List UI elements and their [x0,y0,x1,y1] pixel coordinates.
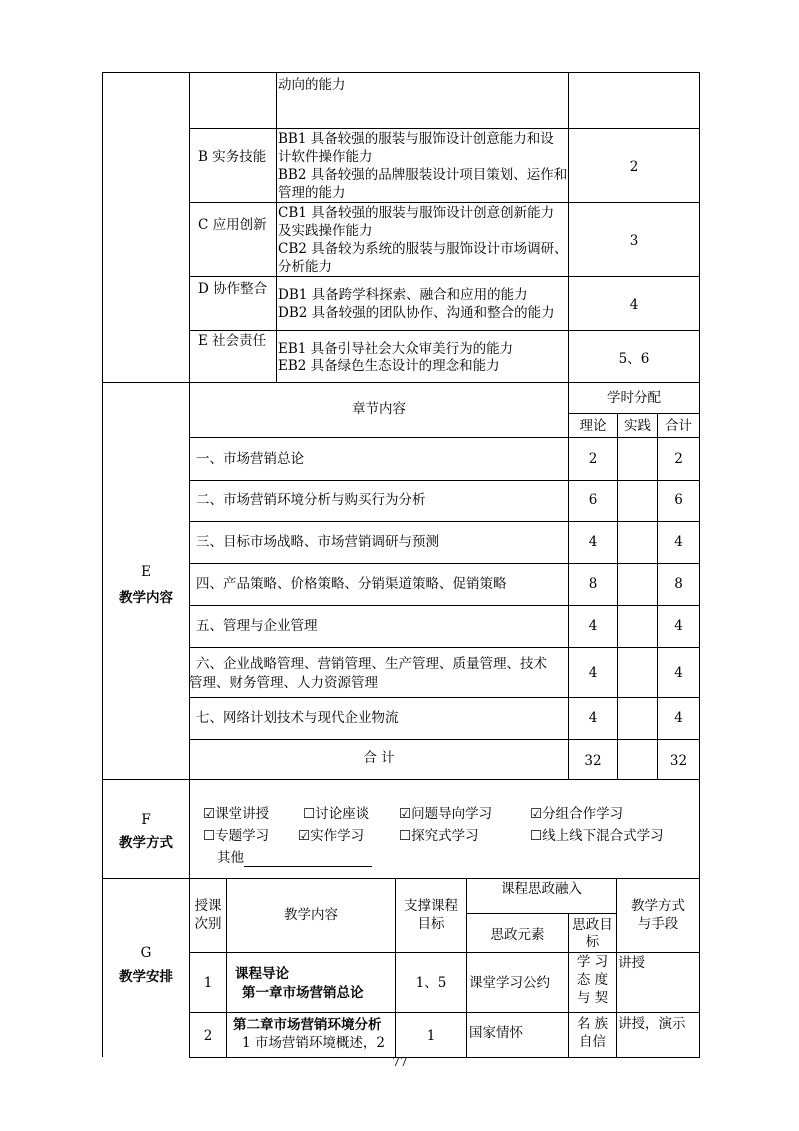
header-ideo-goal-2: 标 [585,934,600,950]
theory-3: 4 [588,534,598,550]
method-option-7[interactable] [399,827,479,845]
grid-line [102,779,700,780]
schedule-elem-1: 课堂学习公约 [469,975,550,991]
grid-line [568,72,569,382]
header-ideo-elem: 思政元素 [490,927,545,943]
rowD-label: D 协作整合 [198,281,268,297]
schedule-title-1: 课程导论 [235,966,289,982]
schedule-goal-1: 1、5 [415,975,447,991]
grid-line [189,521,700,522]
grid-line [466,913,616,914]
rowC-goal: 3 [629,233,639,249]
rowE-label: E 社会责任 [198,333,267,349]
method-other [217,849,372,867]
header-practice: 实践 [624,418,651,434]
method-label: 课堂讲授 [215,806,270,822]
schedule-sub-1: 第一章市场营销总论 [242,985,364,1001]
header-goal-2: 目标 [417,916,445,932]
section-g-code: G [140,945,152,961]
grid-line [189,72,190,382]
checkbox-empty-icon[interactable]: ☐ [399,828,412,844]
method-option-2[interactable] [303,805,369,823]
schedule-no-2: 2 [203,1028,213,1044]
grid-line [189,480,700,481]
chapter-4: 四、产品策略、价格策略、分销渠道策略、促销策略 [196,576,507,592]
sum-label: 合 计 [363,750,395,766]
rowD-line1: DB1 具备跨学科探索、融合和应用的能力 [278,287,528,303]
method-option-3[interactable] [399,805,492,823]
checkbox-empty-icon[interactable]: ☐ [530,828,543,844]
grid-line [226,878,227,1057]
rowE-line2: EB2 具备绿色生态设计的理念和能力 [278,358,500,374]
method-option-6[interactable] [298,827,364,845]
chapter-7: 七、网络计划技术与现代企业物流 [196,710,399,726]
rowC-line3: CB2 具备较为系统的服装与服饰设计市场调研、 [278,241,568,257]
schedule-no-1: 1 [203,975,213,991]
grid-line [617,413,618,779]
total-3: 4 [674,534,683,550]
grid-line [102,382,700,383]
rowB-line1: BB1 具备较强的服装与服饰设计创意能力和设 [278,131,554,147]
grid-line [189,779,190,878]
schedule-goal-2: 1 [426,1028,436,1044]
total-5: 4 [674,618,683,634]
grid-line [189,1012,700,1013]
grid-line [189,330,700,331]
schedule-ideo-goal-1-c: 与 契 [576,990,609,1006]
chapter-6-line2: 管理、财务管理、人力资源管理 [189,675,378,691]
theory-4: 8 [588,576,598,592]
other-blank-field[interactable] [244,852,372,867]
checkbox-checked-icon[interactable]: ☑ [298,828,311,844]
schedule-ideo-goal-1-cell [569,953,616,1011]
theory-5: 4 [588,618,598,634]
section-f-code: F [141,812,151,828]
rowB-goal: 2 [629,159,639,175]
schedule-ideo-goal-2-b: 自信 [579,1034,606,1050]
header-ideo: 课程思政融入 [501,881,582,897]
header-chapter: 章节内容 [352,401,406,417]
header-goal-1: 支撑课程 [404,898,458,914]
header-hours: 学时分配 [607,390,661,406]
section-g-label: 教学安排 [119,969,173,985]
schedule-method-2: 讲授，演示 [618,1016,686,1032]
grid-line [189,563,700,564]
theory-6: 4 [588,665,598,681]
grid-line [189,202,700,203]
chapter-5: 五、管理与企业管理 [196,618,318,634]
checkbox-checked-icon[interactable]: ☑ [530,806,543,822]
checkbox-empty-icon[interactable]: ☐ [303,806,316,822]
method-label: 问题导向学习 [411,806,493,822]
header-content: 教学内容 [284,907,338,923]
method-label: 专题学习 [215,828,270,844]
rowB-line2: 计软件操作能力 [278,149,373,165]
method-option-4[interactable] [530,805,623,823]
grid-line [189,382,190,779]
total-2: 6 [674,492,683,508]
grid-line [189,952,700,953]
header-theory: 理论 [579,418,607,434]
method-label: 讨论座谈 [315,806,370,822]
rowC-line4: 分析能力 [278,259,332,275]
sum-theory: 32 [584,753,602,769]
rowD-line2: DB2 具备较强的团队协作、沟通和整合的能力 [278,305,555,321]
section-e-label: 教学内容 [119,590,173,606]
header-session-2: 次别 [194,916,222,932]
rowB-line3: BB2 具备较强的品牌服装设计项目策划、运作和 [278,167,568,183]
grid-line [276,72,277,382]
chapter-6-line1: 六、企业战略管理、营销管理、生产管理、质量管理、技术 [196,656,547,672]
row0-desc: 动向的能力 [278,77,346,93]
page-number: 77 [392,1055,408,1069]
method-option-1[interactable] [203,805,269,823]
schedule-ideo-goal-1-a: 学 习 [576,954,609,970]
schedule-method-1: 讲授 [618,955,645,971]
section-f-label: 教学方式 [119,835,173,851]
rowB-line4: 管理的能力 [278,185,346,201]
header-method-1: 教学方式 [631,898,685,914]
total-7: 4 [674,710,683,726]
other-label: 其他 [217,850,244,866]
grid-line [568,413,700,414]
chapter-1: 一、市场营销总论 [196,451,304,467]
chapter-2: 二、市场营销环境分析与购买行为分析 [196,492,426,508]
schedule-elem-2: 国家情怀 [469,1025,523,1041]
grid-line [102,878,700,879]
schedule-sub-2: 1 市场营销环境概述，2 [242,1035,385,1051]
grid-line [189,128,700,129]
theory-1: 2 [588,451,598,467]
rowE-line1: EB1 具备引导社会大众审美行为的能力 [278,341,514,357]
checkbox-empty-icon[interactable]: ☐ [203,828,216,844]
grid-line [189,697,700,698]
theory-7: 4 [588,710,598,726]
border-right [699,72,700,1057]
header-ideo-goal-1: 思政目 [572,917,613,933]
rowC-label: C 应用创新 [198,217,267,233]
checkbox-checked-icon[interactable]: ☑ [399,806,412,822]
method-option-8[interactable] [530,827,664,845]
total-1: 2 [674,451,683,467]
checkbox-checked-icon[interactable]: ☑ [203,806,216,822]
grid-line [189,605,700,606]
section-e-code: E [141,564,151,580]
method-label: 探究式学习 [411,828,479,844]
grid-line [466,878,467,1057]
sum-total: 32 [669,753,688,769]
method-label: 分组合作学习 [542,806,624,822]
method-label: 线上线下混合式学习 [542,828,664,844]
grid-line [189,276,700,277]
rowC-line1: CB1 具备较强的服装与服饰设计创意创新能力 [278,205,555,221]
method-label: 实作学习 [310,828,365,844]
rowC-line2: 及实践操作能力 [278,223,373,239]
header-session-1: 授课 [194,898,222,914]
chapter-3: 三、目标市场战略、市场营销调研与预测 [196,534,439,550]
total-6: 4 [674,665,683,681]
header-method-2: 与手段 [637,916,679,932]
schedule-sub-2-cell [227,1033,394,1055]
border-bottom [189,1057,700,1058]
grid-line [189,739,700,740]
schedule-title-2: 第二章市场营销环境分析 [233,1017,382,1033]
grid-line [189,437,700,438]
method-option-5[interactable] [203,827,269,845]
border-top [102,72,700,73]
schedule-ideo-goal-2-a: 名 族 [576,1016,609,1032]
header-total: 合计 [665,418,692,434]
theory-2: 6 [588,492,598,508]
grid-line [189,647,700,648]
schedule-ideo-goal-1-b: 态 度 [576,972,609,988]
rowB-label: B 实务技能 [198,149,267,165]
rowE-goal: 5、6 [618,351,650,367]
rowD-goal: 4 [629,297,639,313]
total-4: 8 [674,576,683,592]
